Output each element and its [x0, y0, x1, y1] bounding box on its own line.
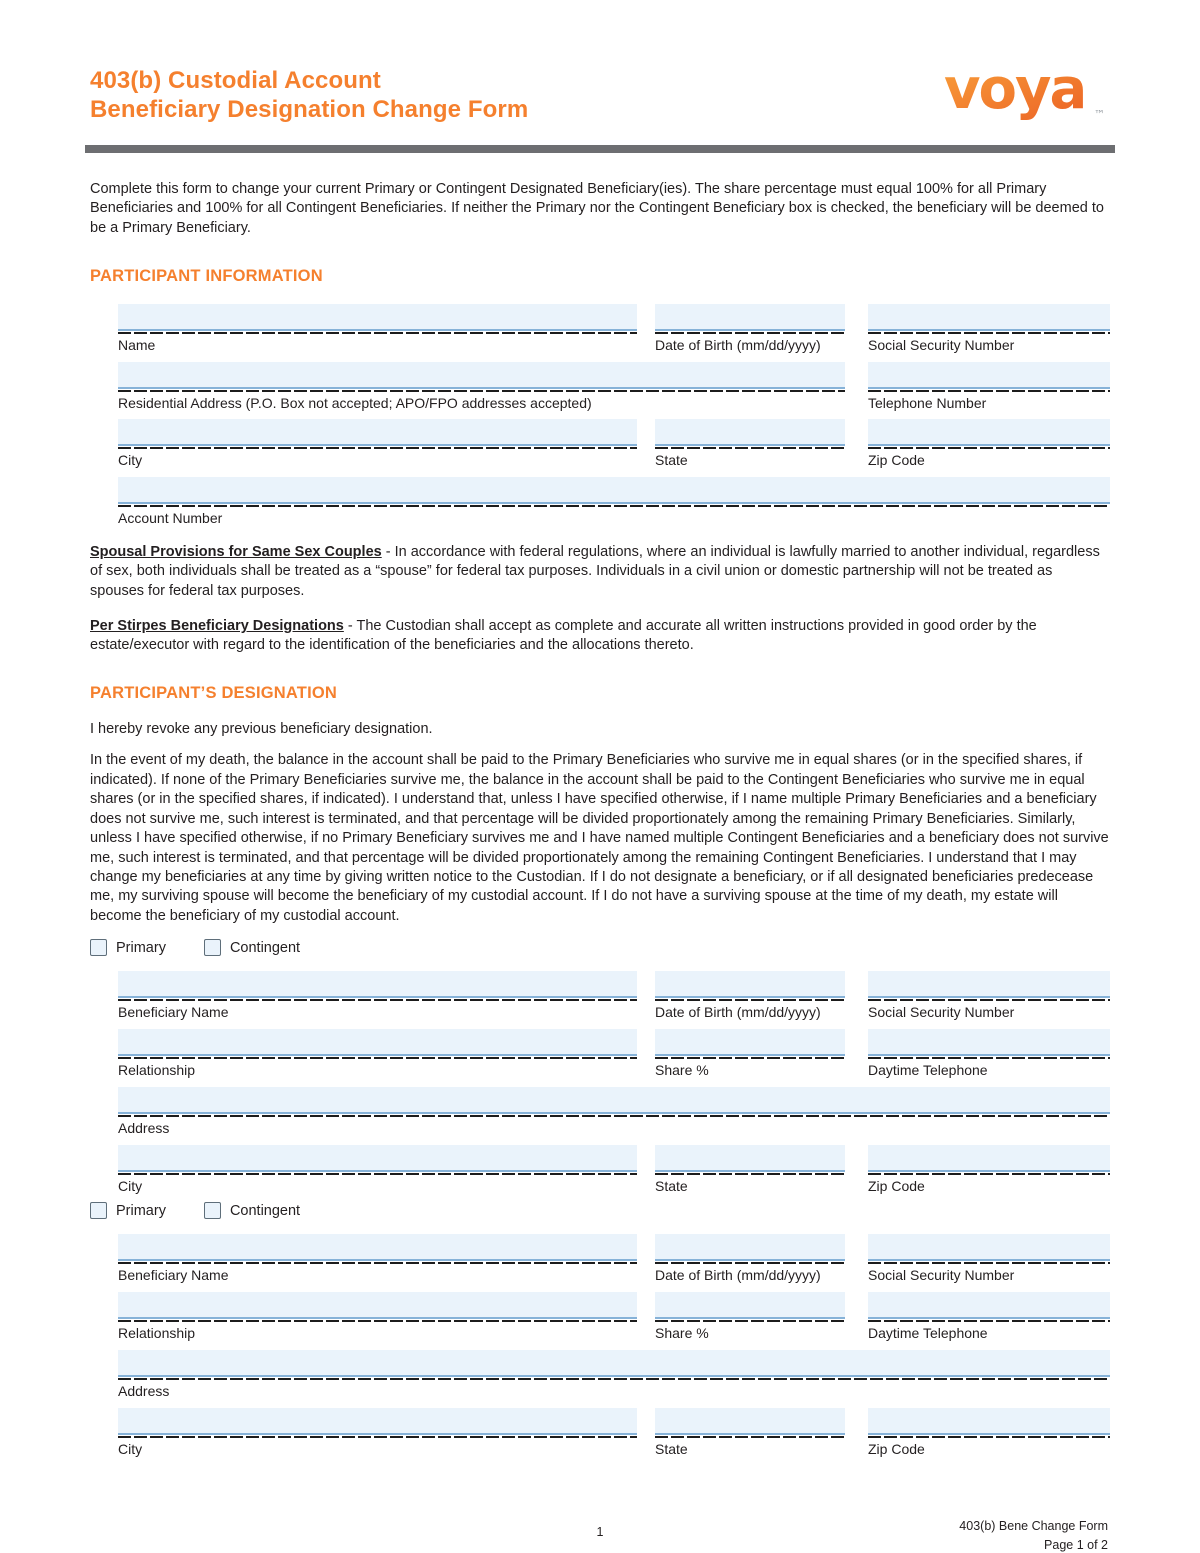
beneficiary1-address-field	[118, 1087, 1110, 1137]
header-divider	[85, 145, 1115, 153]
beneficiary1-name-input[interactable]	[118, 971, 637, 998]
ssn-label: Social Security Number	[868, 336, 1015, 353]
beneficiary2-share-input[interactable]	[655, 1292, 845, 1319]
beneficiary1-daytime-phone-input[interactable]	[868, 1029, 1110, 1056]
participant-row-4	[118, 477, 1200, 527]
beneficiary2-dob-input[interactable]	[655, 1234, 845, 1261]
beneficiary2-dob-field	[655, 1234, 845, 1284]
beneficiary2-city-label: City	[118, 1440, 143, 1457]
beneficiary2-name-label: Beneficiary Name	[118, 1267, 229, 1284]
title-line-1: 403(b) Custodial Account	[90, 67, 381, 94]
svg-text:™: ™	[1094, 108, 1105, 121]
beneficiary2-share-field	[655, 1292, 845, 1342]
beneficiary2-city-underline	[118, 1435, 637, 1438]
beneficiary2-city-field	[118, 1408, 637, 1458]
beneficiary2-row-3	[118, 1350, 1200, 1400]
beneficiary2-share-underline	[655, 1319, 845, 1322]
beneficiary2-name-input[interactable]	[118, 1234, 637, 1261]
revoke-statement: I hereby revoke any previous beneficiary designation.	[90, 721, 433, 738]
name-field	[118, 304, 637, 354]
residential-address-input[interactable]	[118, 362, 845, 389]
beneficiary2-dob-underline	[655, 1261, 845, 1264]
voya-logo-icon	[942, 56, 1112, 126]
page-number: 1	[596, 1525, 604, 1539]
name-underline	[118, 331, 637, 334]
voya-logo	[942, 56, 1112, 131]
beneficiary2-block	[0, 1234, 1200, 1457]
beneficiary2-address-label: Address	[118, 1383, 170, 1400]
beneficiary1-zip-input[interactable]	[868, 1145, 1110, 1172]
beneficiary1-relationship-underline	[118, 1056, 637, 1059]
per-stirpes-lead: Per Stirpes Beneficiary Designations	[90, 617, 344, 634]
beneficiary1-row-1	[118, 971, 1200, 1021]
ssn-field	[868, 304, 1110, 354]
beneficiary1-primary-checkbox[interactable]	[90, 939, 107, 956]
beneficiary1-name-label: Beneficiary Name	[118, 1004, 229, 1021]
state-label: State	[655, 452, 688, 469]
beneficiary2-zip-field	[868, 1408, 1110, 1458]
per-stirpes-text: - The Custodian shall accept as complete and accurate all written instructions provided in good order by the estate/executor with regard to the identification of the beneficiaries and the allocations thereto.	[90, 617, 1037, 654]
dob-input[interactable]	[655, 304, 845, 331]
zip-field	[868, 419, 1110, 469]
beneficiary2-daytime-phone-input[interactable]	[868, 1292, 1110, 1319]
state-input[interactable]	[655, 419, 845, 446]
dob-field	[655, 304, 845, 354]
footer-form-info	[959, 1517, 1108, 1553]
participant-row-3	[118, 419, 1200, 469]
beneficiary2-state-underline	[655, 1435, 845, 1438]
beneficiary2-primary-label: Primary	[116, 1202, 166, 1219]
designation-paragraph: In the event of my death, the balance in the account shall be paid to the Primary Beneficiaries who survive me in equal shares (or in the specified shares, if indicated). If none of the Primary Beneficiaries survive me, the balance in the account shall be paid to the Contingent Beneficiaries who survive me in equal shares (or in the specified shares, if indicated). I understand that, unless I have specified otherwise, if I name multiple Primary Beneficiaries and a beneficiary does not survive me, such interest is terminated, and that percentage will be divided proportionately among the remaining Primary Beneficiaries. Similarly, unless I have specified otherwise, if no Primary Beneficiary survives me and I have named multiple Contingent Beneficiaries and a beneficiary does not survive me, such interest is terminated, and that percentage will be divided proportionately among the remaining Contingent Beneficiaries. I understand that I may change my beneficiaries at any time by giving written notice to the Custodian. If I do not designate a beneficiary, or if all designated beneficiaries predecease me, my surviving spouse will become the beneficiary of my custodial account. If I do not have a surviving spouse at the time of my death, my estate will become the beneficiary of my custodial account.	[90, 752, 1109, 924]
beneficiary2-contingent-checkbox[interactable]	[204, 1202, 221, 1219]
beneficiary1-state-field	[655, 1145, 845, 1195]
zip-input[interactable]	[868, 419, 1110, 446]
spousal-provisions-note	[90, 543, 1110, 601]
beneficiary1-row-4	[118, 1145, 1200, 1195]
beneficiary2-ssn-input[interactable]	[868, 1234, 1110, 1261]
city-underline	[118, 446, 637, 449]
telephone-underline	[868, 389, 1110, 392]
dob-label: Date of Birth (mm/dd/yyyy)	[655, 336, 821, 353]
telephone-label: Telephone Number	[868, 394, 987, 411]
beneficiary2-address-underline	[118, 1377, 1110, 1380]
beneficiary2-daytime-phone-field	[868, 1292, 1110, 1342]
name-label: Name	[118, 336, 156, 353]
zip-label: Zip Code	[868, 452, 925, 469]
beneficiary1-ssn-input[interactable]	[868, 971, 1110, 998]
beneficiary2-zip-input[interactable]	[868, 1408, 1110, 1435]
beneficiary1-city-input[interactable]	[118, 1145, 637, 1172]
intro-paragraph: Complete this form to change your current Primary or Contingent Designated Beneficiary(ies). The share percentage must equal 100% for all Primary Beneficiaries and 100% for all Contingent Beneficiaries. If neither the Primary nor the Contingent Beneficiary box is checked, the beneficiary will be deemed to be a Primary Beneficiary.	[90, 181, 1104, 236]
beneficiary1-relationship-field	[118, 1029, 637, 1079]
beneficiary1-name-underline	[118, 998, 637, 1001]
telephone-field	[868, 362, 1110, 412]
beneficiary2-relationship-field	[118, 1292, 637, 1342]
beneficiary2-state-field	[655, 1408, 845, 1458]
beneficiary1-block	[0, 971, 1200, 1194]
beneficiary2-row-4	[118, 1408, 1200, 1458]
beneficiary1-zip-label: Zip Code	[868, 1177, 925, 1194]
beneficiary2-name-field	[118, 1234, 637, 1284]
beneficiary2-address-field	[118, 1350, 1110, 1400]
beneficiary2-share-label: Share %	[655, 1325, 709, 1342]
beneficiary1-dob-label: Date of Birth (mm/dd/yyyy)	[655, 1004, 821, 1021]
beneficiary1-share-field	[655, 1029, 845, 1079]
state-field	[655, 419, 845, 469]
beneficiary2-type-row	[90, 1202, 1110, 1219]
beneficiary1-zip-field	[868, 1145, 1110, 1195]
footer-page-info: Page 1 of 2	[1044, 1538, 1108, 1553]
ssn-input[interactable]	[868, 304, 1110, 331]
spousal-provisions-lead: Spousal Provisions for Same Sex Couples	[90, 544, 382, 561]
beneficiary1-daytime-phone-underline	[868, 1056, 1110, 1059]
beneficiary1-city-underline	[118, 1172, 637, 1175]
beneficiary2-ssn-underline	[868, 1261, 1110, 1264]
title-line-2: Beneficiary Designation Change Form	[90, 96, 529, 124]
beneficiary2-dob-label: Date of Birth (mm/dd/yyyy)	[655, 1267, 821, 1284]
participant-information-heading: PARTICIPANT INFORMATION	[90, 266, 323, 285]
residential-address-field	[118, 362, 845, 412]
beneficiary1-contingent-checkbox[interactable]	[204, 939, 221, 956]
account-number-input[interactable]	[118, 477, 1110, 504]
beneficiary2-city-input[interactable]	[118, 1408, 637, 1435]
beneficiary2-row-2	[118, 1292, 1200, 1342]
telephone-input[interactable]	[868, 362, 1110, 389]
residential-address-label: Residential Address (P.O. Box not accepted; APO/FPO addresses accepted)	[118, 394, 592, 411]
name-input[interactable]	[118, 304, 637, 331]
beneficiary1-relationship-input[interactable]	[118, 1029, 637, 1056]
beneficiary2-relationship-underline	[118, 1319, 637, 1322]
beneficiary1-share-input[interactable]	[655, 1029, 845, 1056]
beneficiary1-state-label: State	[655, 1177, 688, 1194]
account-number-field	[118, 477, 1110, 527]
beneficiary1-primary-label: Primary	[116, 939, 166, 956]
beneficiary1-address-label: Address	[118, 1119, 170, 1136]
beneficiary2-primary-checkbox[interactable]	[90, 1202, 107, 1219]
header	[0, 0, 1200, 131]
beneficiary1-share-underline	[655, 1056, 845, 1059]
beneficiary1-dob-input[interactable]	[655, 971, 845, 998]
participant-row-1	[118, 304, 1200, 354]
beneficiary1-dob-field	[655, 971, 845, 1021]
beneficiary2-daytime-phone-label: Daytime Telephone	[868, 1325, 988, 1342]
beneficiary1-share-label: Share %	[655, 1062, 709, 1079]
beneficiary2-ssn-field	[868, 1234, 1110, 1284]
beneficiary1-name-field	[118, 971, 637, 1021]
beneficiary1-city-field	[118, 1145, 637, 1195]
per-stirpes-note	[90, 617, 1110, 656]
beneficiary1-ssn-field	[868, 971, 1110, 1021]
beneficiary1-zip-underline	[868, 1172, 1110, 1175]
participant-row-2	[118, 362, 1200, 412]
beneficiary1-row-2	[118, 1029, 1200, 1079]
state-underline	[655, 446, 845, 449]
spousal-provisions-text: - In accordance with federal regulations, where an individual is lawfully married to another individual, regardless of sex, both individuals shall be treated as a “spouse” for federal tax purposes. Individuals in a civil union or domestic partnership will not be treated as spouses for federal tax purposes.	[90, 544, 1100, 599]
beneficiary1-city-label: City	[118, 1177, 143, 1194]
beneficiary1-type-row	[90, 939, 1110, 956]
dob-underline	[655, 331, 845, 334]
beneficiary2-state-label: State	[655, 1440, 688, 1457]
beneficiary2-address-input[interactable]	[118, 1350, 1110, 1377]
beneficiary1-contingent-label: Contingent	[229, 939, 301, 956]
beneficiary1-daytime-phone-label: Daytime Telephone	[868, 1062, 988, 1079]
zip-underline	[868, 446, 1110, 449]
beneficiary2-contingent-label: Contingent	[229, 1202, 301, 1219]
page-title	[90, 66, 528, 125]
beneficiary1-address-input[interactable]	[118, 1087, 1110, 1114]
city-field	[118, 419, 637, 469]
beneficiary1-daytime-phone-field	[868, 1029, 1110, 1079]
beneficiary1-ssn-label: Social Security Number	[868, 1004, 1015, 1021]
beneficiary1-state-input[interactable]	[655, 1145, 845, 1172]
beneficiary2-zip-underline	[868, 1435, 1110, 1438]
footer-form-name: 403(b) Bene Change Form	[959, 1519, 1108, 1533]
beneficiary2-state-input[interactable]	[655, 1408, 845, 1435]
beneficiary2-daytime-phone-underline	[868, 1319, 1110, 1322]
city-label: City	[118, 452, 143, 469]
beneficiary2-relationship-label: Relationship	[118, 1325, 196, 1342]
beneficiary2-row-1	[118, 1234, 1200, 1284]
beneficiary2-name-underline	[118, 1261, 637, 1264]
residential-address-underline	[118, 389, 845, 392]
beneficiary2-ssn-label: Social Security Number	[868, 1267, 1015, 1284]
account-number-underline	[118, 504, 1110, 507]
beneficiary1-ssn-underline	[868, 998, 1110, 1001]
beneficiary1-address-underline	[118, 1114, 1110, 1117]
participants-designation-heading: PARTICIPANT’S DESIGNATION	[90, 684, 338, 703]
beneficiary1-relationship-label: Relationship	[118, 1062, 196, 1079]
beneficiary1-row-3	[118, 1087, 1200, 1137]
beneficiary2-relationship-input[interactable]	[118, 1292, 637, 1319]
account-number-label: Account Number	[118, 510, 223, 527]
city-input[interactable]	[118, 419, 637, 446]
svg-text:voya: voya	[944, 57, 1086, 122]
ssn-underline	[868, 331, 1110, 334]
beneficiary1-state-underline	[655, 1172, 845, 1175]
beneficiary1-dob-underline	[655, 998, 845, 1001]
beneficiary2-zip-label: Zip Code	[868, 1440, 925, 1457]
